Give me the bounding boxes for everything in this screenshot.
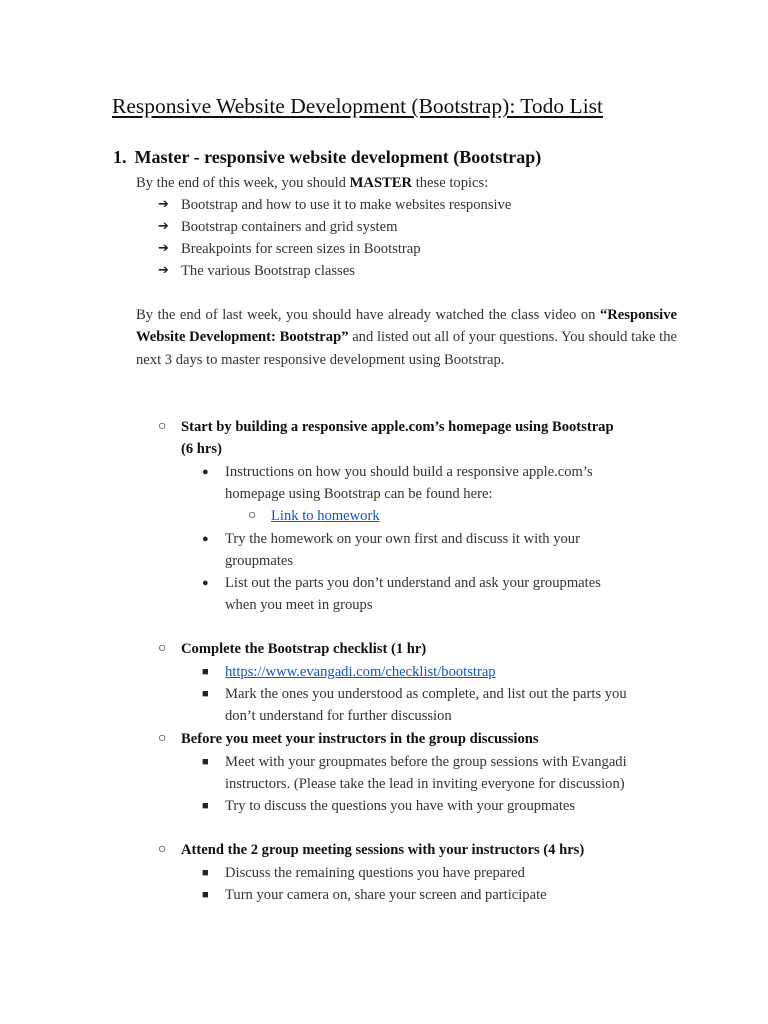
square-bullet-icon: ■ <box>202 889 209 901</box>
square-bullet-icon: ■ <box>202 867 209 879</box>
task-title: Start by building a responsive apple.com’s homepage using Bootstrap <box>181 419 614 435</box>
task-item: Discuss the remaining questions you have prepared <box>225 865 525 881</box>
section-heading-text: Master - responsive website development (Bootstrap) <box>134 147 542 167</box>
section-heading <box>113 147 541 168</box>
task-title: Before you meet your instructors in the group discussions <box>181 731 539 747</box>
task-item: List out the parts you don’t understand and ask your groupmates <box>225 575 601 591</box>
video-title: “Responsive Website Development: Bootstrap” <box>136 307 677 346</box>
task-item-continued: groupmates <box>225 553 294 569</box>
hollow-circle-bullet-icon: ○ <box>158 842 167 857</box>
arrow-icon: ➔ <box>158 241 169 256</box>
task-item-continued: homepage using Bootstrap can be found here: <box>225 486 493 502</box>
square-bullet-icon: ■ <box>202 688 209 700</box>
filled-circle-bullet-icon: ● <box>202 533 209 545</box>
topic-item: Bootstrap and how to use it to make websites responsive <box>181 197 512 213</box>
document-title: Responsive Website Development (Bootstrap): Todo List <box>112 94 604 118</box>
filled-circle-bullet-icon: ● <box>202 466 209 478</box>
task-item-continued: instructors. (Please take the lead in inviting everyone for discussion) <box>225 776 625 792</box>
filled-circle-bullet-icon: ● <box>202 577 209 589</box>
arrow-icon: ➔ <box>158 219 169 234</box>
task-item-continued: don’t understand for further discussion <box>225 708 452 724</box>
hollow-circle-bullet-icon: ○ <box>158 641 167 656</box>
homework-link[interactable]: Link to homework <box>271 508 380 524</box>
section-number: 1. <box>113 147 127 167</box>
topic-item: Bootstrap containers and grid system <box>181 219 398 235</box>
arrow-icon: ➔ <box>158 197 169 212</box>
topic-item: The various Bootstrap classes <box>181 263 355 279</box>
hollow-circle-bullet-icon: ○ <box>158 731 167 746</box>
task-title: Attend the 2 group meeting sessions with your instructors (4 hrs) <box>181 842 585 858</box>
task-item: Instructions on how you should build a responsive apple.com’s <box>225 464 593 480</box>
task-item: Try the homework on your own first and discuss it with your <box>225 531 580 547</box>
task-item: Mark the ones you understood as complete, and list out the parts you <box>225 686 627 702</box>
square-bullet-icon: ■ <box>202 800 209 812</box>
task-item-continued: when you meet in groups <box>225 597 373 613</box>
square-bullet-icon: ■ <box>202 666 209 678</box>
task-title-continued: (6 hrs) <box>181 441 222 457</box>
topic-item: Breakpoints for screen sizes in Bootstrap <box>181 241 421 257</box>
task-title: Complete the Bootstrap checklist (1 hr) <box>181 641 427 657</box>
task-item: Try to discuss the questions you have with your groupmates <box>225 798 576 814</box>
checklist-link[interactable]: https://www.evangadi.com/checklist/bootstrap <box>225 664 496 680</box>
intro-strong: MASTER <box>349 175 413 191</box>
body-paragraph: By the end of last week, you should have already watched the class video on “Responsive Website Development: Bootstrap” and listed out all of your questions. You should take the next 3 days to master responsive development using Bootstrap. <box>136 307 677 368</box>
hollow-circle-bullet-icon: ○ <box>248 508 257 523</box>
task-item: Turn your camera on, share your screen and participate <box>225 887 547 903</box>
intro-line: By the end of this week, you should MASTER these topics: <box>136 175 489 191</box>
arrow-icon: ➔ <box>158 263 169 278</box>
task-item: Meet with your groupmates before the group sessions with Evangadi <box>225 754 627 770</box>
square-bullet-icon: ■ <box>202 756 209 768</box>
hollow-circle-bullet-icon: ○ <box>158 419 167 434</box>
